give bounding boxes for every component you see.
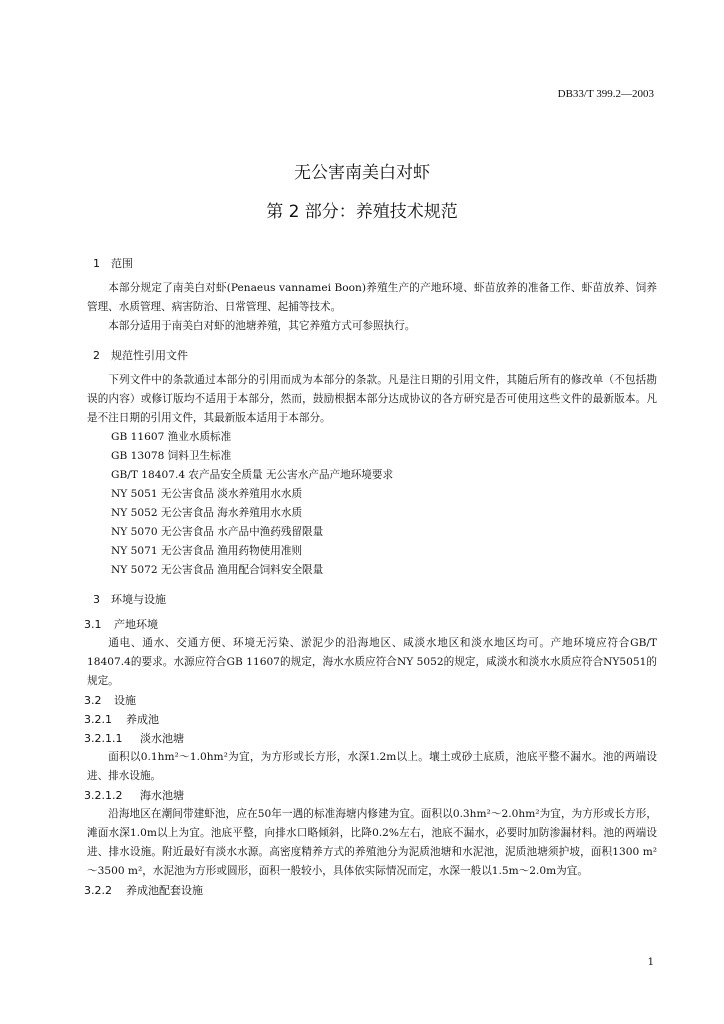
subsection-number: 3.2.2 — [84, 884, 112, 897]
environment-paragraph: 通电、通水、交通方便、环境无污染、淤泥少的沿海地区、咸淡水地区和淡水地区均可。产地环境应符合GB/T 18407.4的要求。水源应符合GB 11607的规定，海水水质应符合NY 5052的规定，咸淡水和淡水水质应符合NY5051的规定。 — [87, 637, 657, 687]
subsection-title: 淡水池塘 — [140, 732, 184, 745]
scope-paragraph: 本部分规定了南美白对虾(Penaeus vannamei Boon)养殖生产的产地环境、虾苗放养的准备工作、虾苗放养、饲养管理、水质管理、病害防治、日常管理、起捕等技术。 — [87, 282, 657, 313]
document-title: 无公害南美白对虾 — [294, 163, 430, 183]
section-1-heading — [87, 254, 657, 273]
reference-item: NY 5051 无公害食品 淡水养殖用水水质 — [111, 488, 303, 500]
reference-item: NY 5072 无公害食品 渔用配合饲料安全限量 — [111, 564, 324, 576]
section-title: 环境与设施 — [111, 593, 166, 606]
subsection-title: 设施 — [114, 694, 136, 707]
subsection-3-2-1-2-heading — [84, 786, 657, 805]
document-part-title: 第 2 部分：养殖技术规范 — [266, 202, 458, 222]
subsection-3-2-1-1-heading — [84, 729, 657, 748]
reference-item: NY 5071 无公害食品 渔用药物使用准则 — [111, 545, 303, 557]
section-title: 规范性引用文件 — [111, 349, 188, 362]
reference-item: GB/T 18407.4 农产品安全质量 无公害水产品产地环境要求 — [111, 469, 394, 481]
reference-item: GB 11607 渔业水质标准 — [111, 431, 232, 443]
subsection-3-2-2-heading — [84, 881, 657, 900]
page-number: 1 — [647, 957, 654, 968]
subsection-3-2-1-heading — [84, 710, 657, 729]
section-title: 范围 — [111, 257, 133, 270]
subsection-title: 产地环境 — [114, 618, 158, 631]
subsection-title: 养成池 — [126, 713, 159, 726]
scope-applicability: 本部分适用于南美白对虾的池塘养殖，其它养殖方式可参照执行。 — [108, 320, 416, 332]
subsection-title: 养成池配套设施 — [126, 884, 203, 897]
subsection-number: 3.2.1.2 — [84, 789, 123, 802]
section-number: 2 — [93, 349, 100, 362]
reference-item: NY 5052 无公害食品 海水养殖用水水质 — [111, 507, 303, 519]
seawater-pond-paragraph: 沿海地区在潮间带建虾池，应在50年一遇的标准海塘内修建为宜。面积以0.3hm²～2.0hm²为宜，为方形或长方形，滩面水深1.0m以上为宜。池底平整，向排水口略倾斜，比降0.2%左右，池底不漏水，必要时加防渗漏材料。池的两端设进、排水设施。附近最好有淡水水源。高密度精养方式的养殖池分为泥质池塘和水泥池，泥质池塘须护坡，面积1300 m²～3500 m²，水泥池为方形或圆形，面积一般较小，具体依实际情况而定，水深一般以1.5m～2.0m为宜。 — [87, 808, 657, 877]
section-number: 1 — [93, 257, 100, 270]
document-body — [84, 254, 657, 900]
subsection-number: 3.1 — [84, 618, 102, 631]
reference-item: NY 5070 无公害食品 水产品中渔药残留限量 — [111, 526, 324, 538]
section-3-heading — [87, 590, 657, 609]
subsection-3-2-heading — [84, 691, 657, 710]
freshwater-pond-paragraph: 面积以0.1hm²～1.0hm²为宜，为方形或长方形，水深1.2m以上。壤土或砂土底质，池底平整不漏水。池的两端设进、排水设施。 — [87, 751, 657, 782]
references-intro: 下列文件中的条款通过本部分的引用而成为本部分的条款。凡是注日期的引用文件，其随后所有的修改单（不包括勘误的内容）或修订版均不适用于本部分，然而，鼓励根据本部分达成协议的各方研究是否可使用这些文件的最新版本。凡是不注日期的引用文件，其最新版本适用于本部分。 — [87, 374, 657, 424]
subsection-3-1-heading — [84, 615, 657, 634]
reference-item: GB 13078 饲料卫生标准 — [111, 450, 232, 462]
subsection-number: 3.2.1.1 — [84, 732, 123, 745]
subsection-number: 3.2.1 — [84, 713, 112, 726]
subsection-title: 海水池塘 — [140, 789, 184, 802]
standard-code: DB33/T 399.2—2003 — [557, 88, 654, 100]
section-2-heading — [87, 346, 657, 365]
subsection-number: 3.2 — [84, 694, 102, 707]
section-number: 3 — [93, 593, 100, 606]
